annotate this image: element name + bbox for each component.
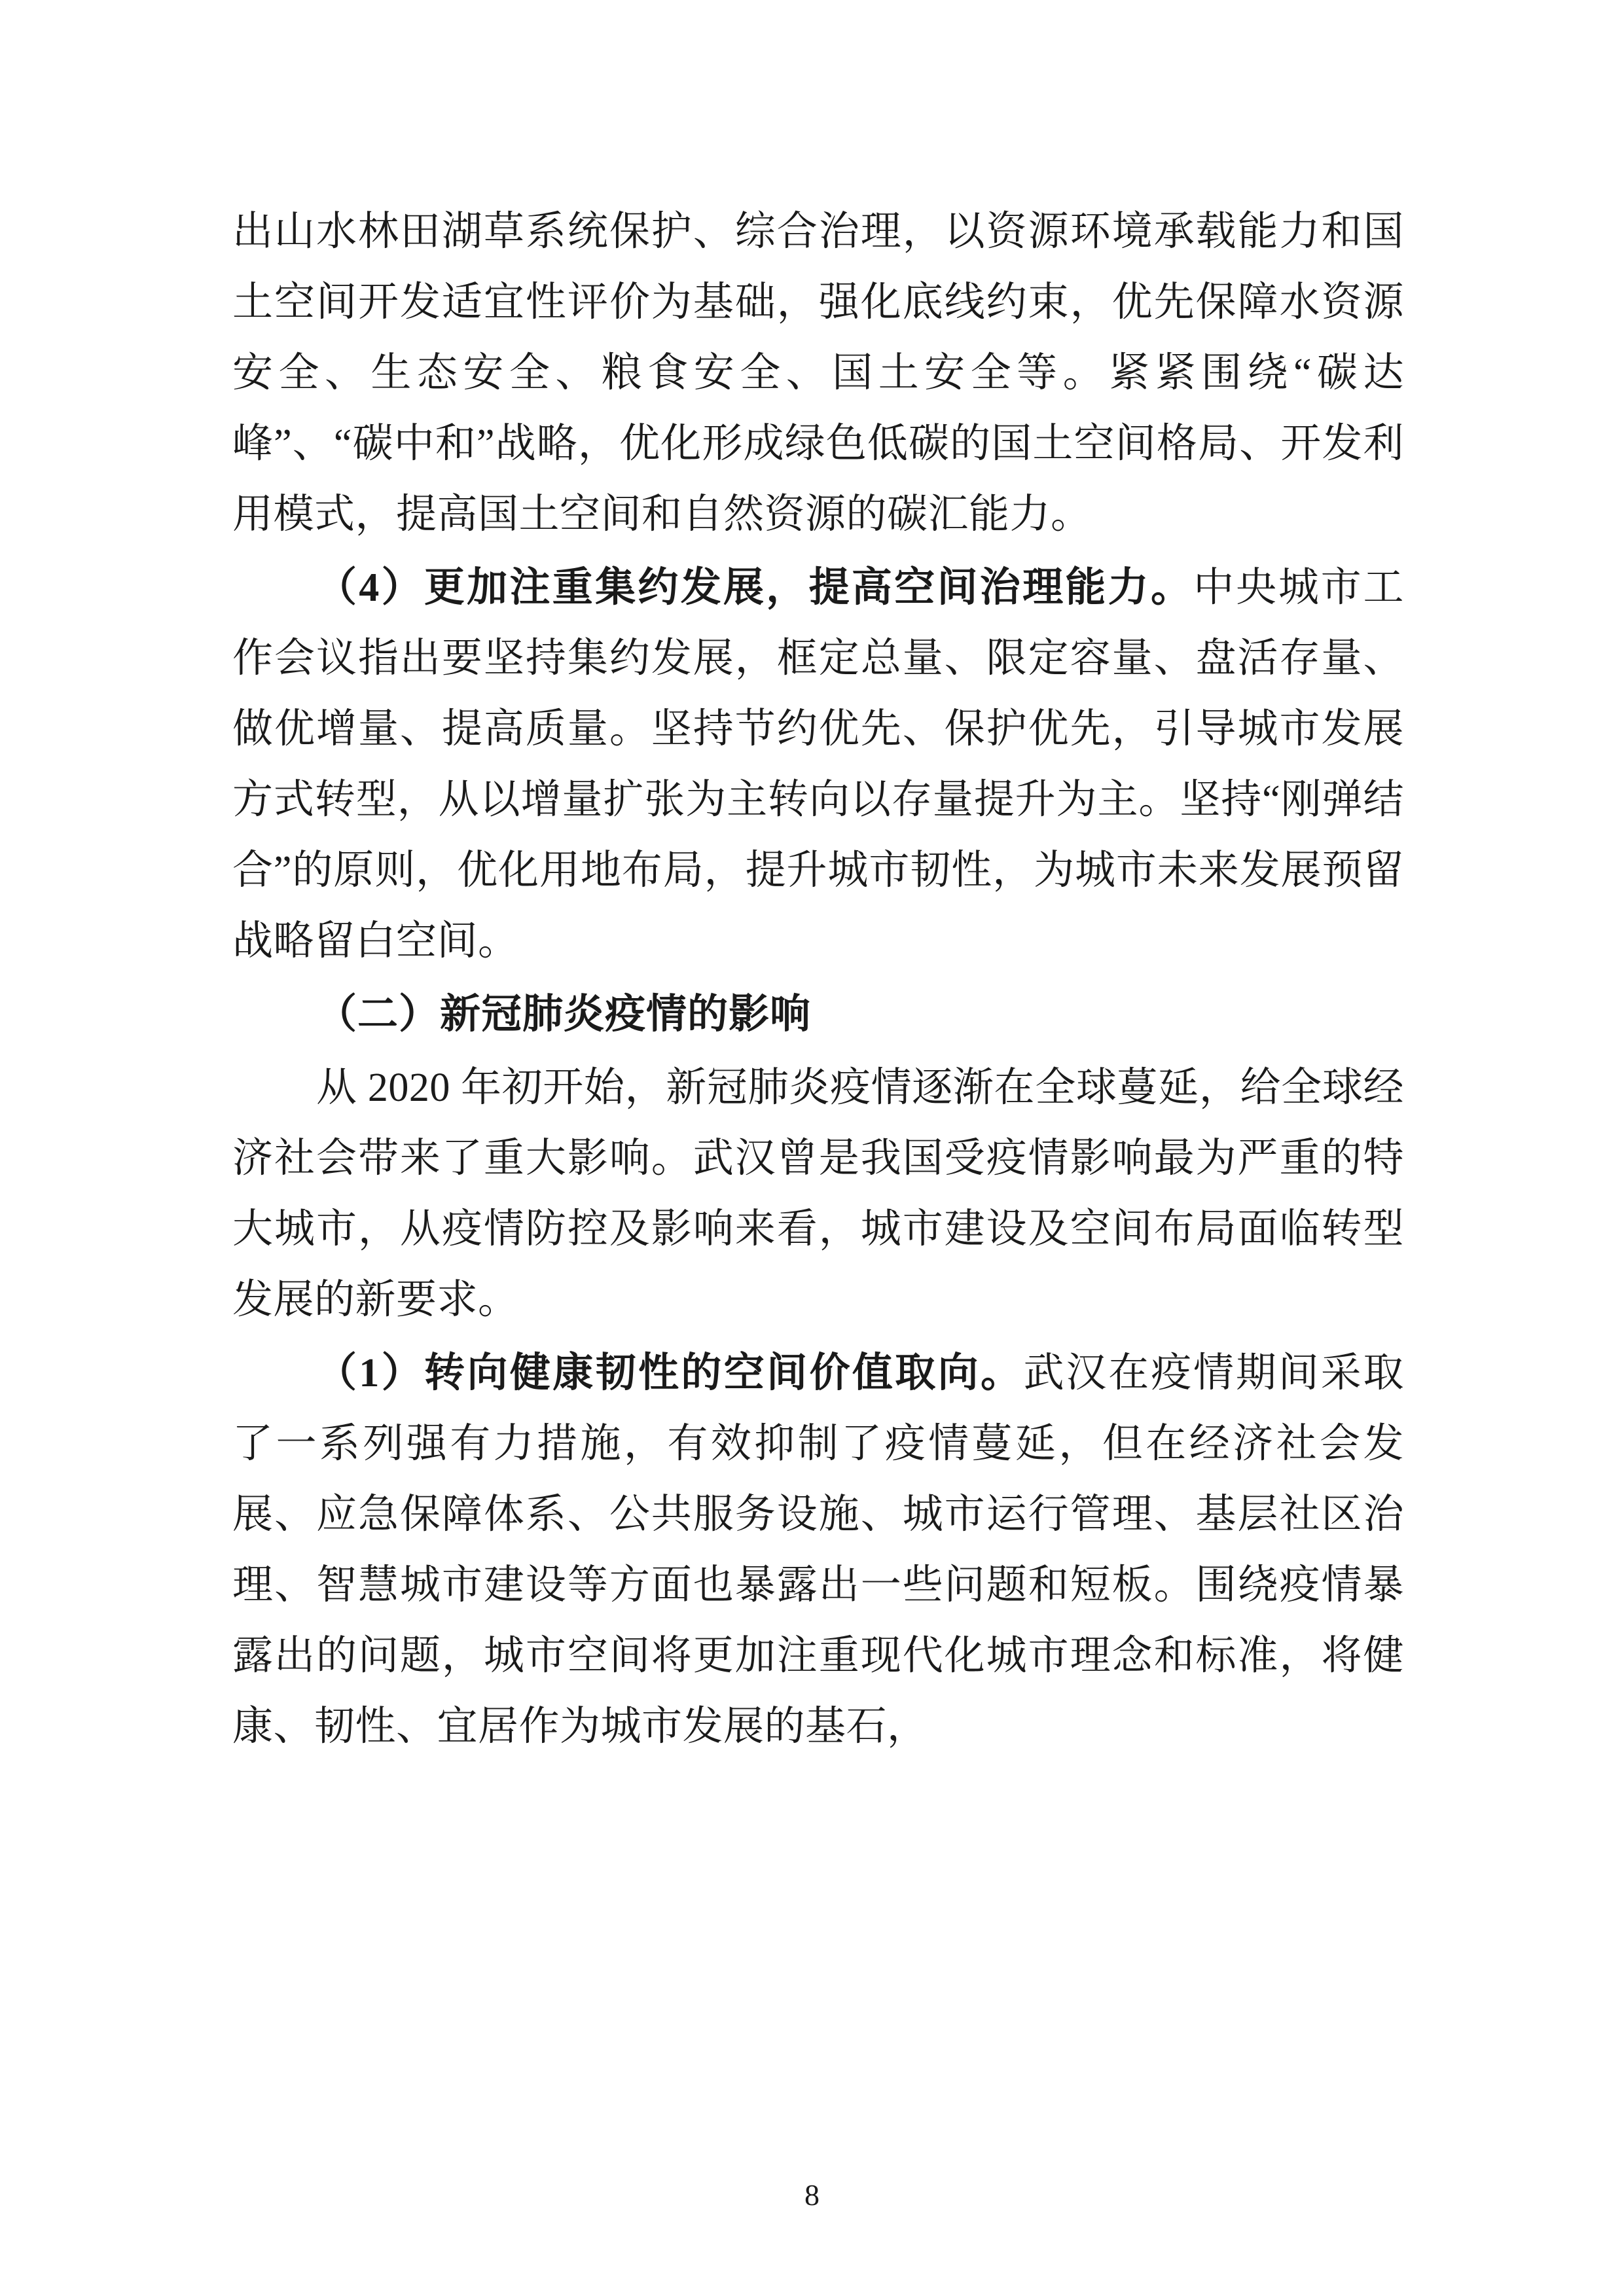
paragraph-health-resilience xyxy=(232,1338,1404,1762)
paragraph-text-4: 中央城市工作会议指出要坚持集约发展，框定总量、限定容量、盘活存量、做优增量、提高质量。坚持节约优先、保护优先，引导城市发展方式转型，从以增量扩张为主转向以存量提升为主。坚持“刚弹结合”的原则，优化用地布局，提升城市韧性，为城市未来发展预留战略留白空间。 xyxy=(232,565,1404,963)
document-body xyxy=(232,196,1404,1762)
section-subheading-covid-impact: （二）新冠肺炎疫情的影响 xyxy=(316,992,812,1037)
paragraph-text-1: 武汉在疫情期间采取了一系列强有力措施，有效抑制了疫情蔓延，但在经济社会发展、应急保障体系、公共服务设施、城市运行管理、基层社区治理、智慧城市建设等方面也暴露出一些问题和短板。围绕疫情暴露出的问题，城市空间将更加注重现代化城市理念和标准，将健康、韧性、宜居作为城市发展的基石， xyxy=(232,1351,1404,1749)
paragraph-intensive-development xyxy=(232,552,1404,977)
paragraph-lead-4: （4）更加注重集约发展，提高空间治理能力。 xyxy=(316,565,1194,610)
page-number: 8 xyxy=(804,2178,820,2212)
paragraph-continuation: 出山水林田湖草系统保护、综合治理，以资源环境承载能力和国土空间开发适宜性评价为基础，强化底线约束，优先保障水资源安全、生态安全、粮食安全、国土安全等。紧紧围绕“碳达峰”、“碳中和”战略，优化形成绿色低碳的国土空间格局、开发利用模式，提高国土空间和自然资源的碳汇能力。 xyxy=(232,209,1404,537)
paragraph-covid-overview: 从 2020 年初开始，新冠肺炎疫情逐渐在全球蔓延，给全球经济社会带来了重大影响。武汉曾是我国受疫情影响最为严重的特大城市，从疫情防控及影响来看，城市建设及空间布局面临转型发展的新要求。 xyxy=(232,1066,1404,1322)
paragraph-lead-1: （1）转向健康韧性的空间价值取向。 xyxy=(316,1351,1024,1395)
